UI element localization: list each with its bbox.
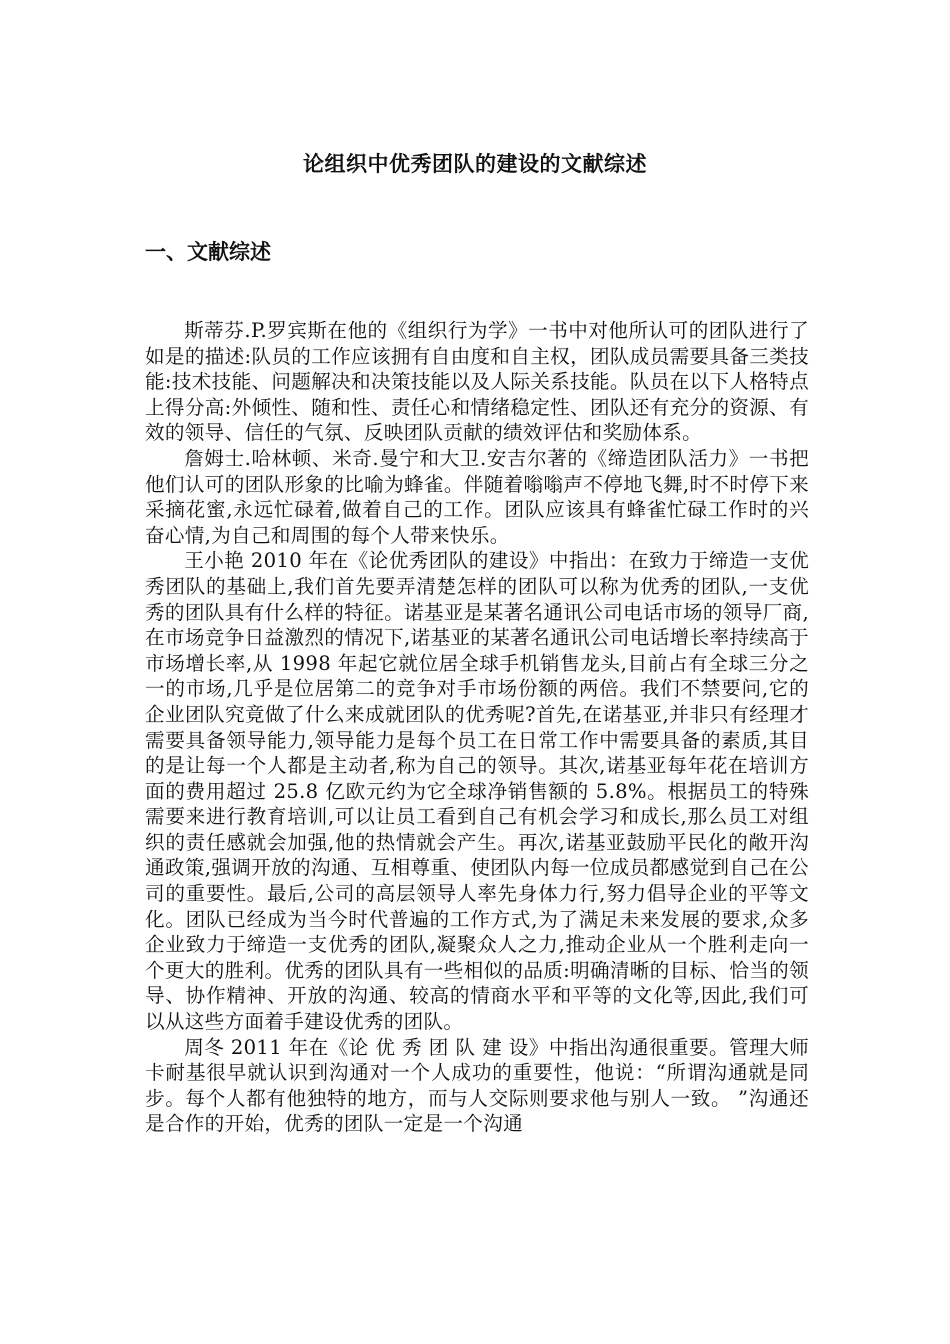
paragraph-wang-xiaoyan: 王小艳 2010 年在《论优秀团队的建设》中指出：在致力于缔造一支优秀团队的基础上,我们首先要弄清楚怎样的团队可以称为优秀的团队,一支优秀的团队具有什么样的特征。诺基亚是某著名通讯公司电话市场的领导厂商,在市场竞争日益激烈的情况下,诺基亚的某著名通讯公司电话增长率持续高于市场增长率,从 1998 年起它就位居全球手机销售龙头,目前占有全球三分之一的市场,几乎是位居第二的竞争对手市场份额的两倍。我们不禁要问,它的企业团队究竟做了什么来成就团队的优秀呢?首先,在诺基亚,并非只有经理才需要具备领导能力,领导能力是每个员工在日常工作中需要具备的素质,其目的是让每一个人都是主动者,称为自己的领导。其次,诺基亚每年花在培训方面的费用超过 25.8 亿欧元约为它全球净销售额的 5.8%。根据员工的特殊需要来进行教育培训,可以让员工看到自己有机会学习和成长,那么员工对组织的责任感就会加强,他的热情就会产生。再次,诺基亚鼓励平民化的敞开沟通政策,强调开放的沟通、互相尊重、使团队内每一位成员都感觉到自己在公司的重要性。最后,公司的高层领导人率先身体力行,努力倡导企业的平等文化。团队已经成为当今时代普遍的工作方式,为了满足未来发展的要求,众多企业致力于缔造一支优秀的团队,凝聚众人之力,推动企业从一个胜利走向一个更大的胜利。优秀的团队具有一些相似的品质:明确清晰的目标、恰当的领导、协作精神、开放的沟通、较高的情商水平和平等的文化等,因此,我们可以从这些方面着手建设优秀的团队。	[145, 549, 809, 1034]
document-title: 论组织中优秀团队的建设的文献综述	[303, 152, 647, 176]
paragraph-robbins: 斯蒂芬.P.罗宾斯在他的《组织行为学》一书中对他所认可的团队进行了如是的描述:队员的工作应该拥有自由度和自主权，团队成员需要具备三类技能:技术技能、问题解决和决策技能以及人际关系技能。队员在以下人格特点上得分高:外倾性、随和性、责任心和情绪稳定性、团队还有充分的资源、有效的领导、信任的气氛、反映团队贡献的绩效评估和奖励体系。	[145, 319, 809, 445]
paragraph-harrington: 詹姆士.哈林顿、米奇.曼宁和大卫.安吉尔著的《缔造团队活力》一书把他们认可的团队形象的比喻为蜂雀。伴随着嗡嗡声不停地飞舞,时不时停下来采摘花蜜,永远忙碌着,做着自己的工作。团队应该具有蜂雀忙碌工作时的兴奋心情,为自己和周围的每个人带来快乐。	[145, 446, 809, 547]
section-heading: 一、文献综述	[145, 240, 271, 264]
paragraph-zhou-dong: 周冬 2011 年在《论 优 秀 团 队 建 设》中指出沟通很重要。管理大师卡耐基很早就认识到沟通对一个人成功的重要性，他说：“所谓沟通就是同步。每个人都有他独特的地方，而与人交际则要求他与别人一致。 ”沟通还是合作的开始，优秀的团队一定是一个沟通	[145, 1035, 809, 1136]
body-text	[145, 318, 809, 1137]
